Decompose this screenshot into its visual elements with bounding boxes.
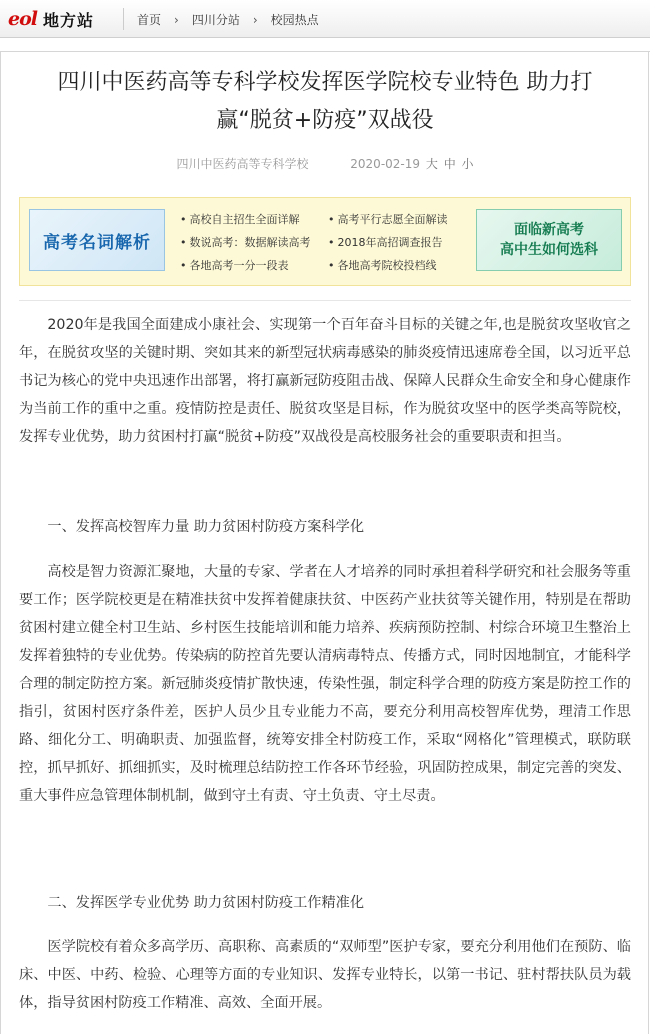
article-paragraph: 医学院校有着众多高学历、高职称、高素质的“双师型”医护专家，要充分利用他们在预防、临床、中医、中药、检验、心理等方面的专业知识、发挥专业特长，以第一书记、驻村帮扶队员为载体，指导贫困村防疫工作精准、高效、全面开展。 xyxy=(19,939,631,1011)
font-size-medium-button[interactable]: 中 xyxy=(443,157,456,171)
ad-link[interactable]: • 各地高考院校投档线 xyxy=(328,259,437,272)
gaokao-glossary-banner[interactable] xyxy=(29,209,165,271)
article-paragraph: 高校是智力资源汇聚地，大量的专家、学者在人才培养的同时承担着科学研究和社会服务等重要工作；医学院校更是在精准扶贫中发挥着健康扶贫、中医药产业扶贫等关键作用，特别是在帮助贫困村建立健全村卫生站、乡村医生技能培训和能力培养、疾病预防控制、村综合环境卫生整治上发挥着独特的专业优势。传染病的防控首先要认清病毒特点、传播方式，同时因地制宜，才能科学合理的制定防控方案。新冠肺炎疫情扩散快速，传染性强，制定科学合理的防疫方案是防控工作的指引，贫困村医疗条件差，医护人员少且专业能力不高，要充分利用高校智库优势，理清工作思路、细化分工、明确职责、加强监督，统筹安排全村防疫工作，采取“网格化”管理模式，联防联控，抓早抓好、抓细抓实，及时梳理总结防控工作各环节经验，巩固防控成果，制定完善的突发、重大事件应急管理体制机制，做到守土有责、守土负责、守土尽责。 xyxy=(19,564,631,804)
logo-text: 地方站 xyxy=(42,10,94,30)
breadcrumb-home-link[interactable]: 首页 xyxy=(137,13,162,27)
gaokao-glossary-label: 高考名词解析 xyxy=(43,232,151,253)
subject-selection-label-line2: 高中生如何选科 xyxy=(500,242,598,258)
article-meta xyxy=(0,155,650,172)
logo-divider xyxy=(123,8,124,30)
subject-selection-label-line1: 面临新高考 xyxy=(514,222,584,238)
article-source: 四川中医药高等专科学校 xyxy=(176,157,309,171)
ad-link[interactable]: • 高校自主招生全面详解 xyxy=(180,213,300,226)
font-size-small-button[interactable]: 小 xyxy=(461,157,474,171)
gaokao-ad-banner xyxy=(19,197,631,286)
ad-link[interactable]: • 2018年高招调查报告 xyxy=(328,236,443,249)
top-nav-bar xyxy=(0,0,650,38)
eol-logo-icon: eol xyxy=(8,8,37,30)
article-title-line1: 四川中医药高等专科学校发挥医学院校专业特色 助力打 xyxy=(57,70,593,95)
site-logo[interactable] xyxy=(8,7,94,31)
content-divider xyxy=(19,300,631,301)
breadcrumb-campus-news-link[interactable]: 校园热点 xyxy=(270,13,319,27)
breadcrumb-sichuan-link[interactable]: 四川分站 xyxy=(191,13,240,27)
content-frame-right xyxy=(648,51,649,1034)
ad-link[interactable]: • 数说高考：数据解读高考 xyxy=(180,236,311,249)
chevron-right-icon: › xyxy=(174,12,179,27)
article-title-line2: 赢“脱贫+防疫”双战役 xyxy=(216,108,434,133)
section-heading: 二、发挥医学专业优势 助力贫困村防疫工作精准化 xyxy=(47,895,365,911)
article-title xyxy=(14,64,636,140)
content-frame-left xyxy=(0,51,1,1034)
chevron-right-icon: › xyxy=(252,12,258,27)
article-date: 2020-02-19 xyxy=(350,157,421,171)
subject-selection-banner[interactable] xyxy=(476,209,622,271)
ad-link[interactable]: • 高考平行志愿全面解读 xyxy=(328,213,448,226)
breadcrumb xyxy=(137,11,319,28)
ad-link[interactable]: • 各地高考一分一段表 xyxy=(180,259,289,272)
article-paragraph: 2020年是我国全面建成小康社会、实现第一个百年奋斗目标的关键之年,也是脱贫攻坚收官之年，在脱贫攻坚的关键时期、突如其来的新型冠状病毒感染的肺炎疫情迅速席卷全国，以习近平总书记为核心的党中央迅速作出部署，将打赢新冠防疫阻击战、保障人民群众生命安全和身心健康作为当前工作的重中之重。疫情防控是责任、脱贫攻坚是目标，作为脱贫攻坚中的医学类高等院校，发挥专业优势，助力贫困村打赢“脱贫+防疫”双战役是高校服务社会的重要职责和担当。 xyxy=(19,317,631,445)
section-heading: 一、发挥高校智库力量 助力贫困村防疫方案科学化 xyxy=(47,519,365,535)
font-size-large-button[interactable]: 大 xyxy=(425,157,438,171)
